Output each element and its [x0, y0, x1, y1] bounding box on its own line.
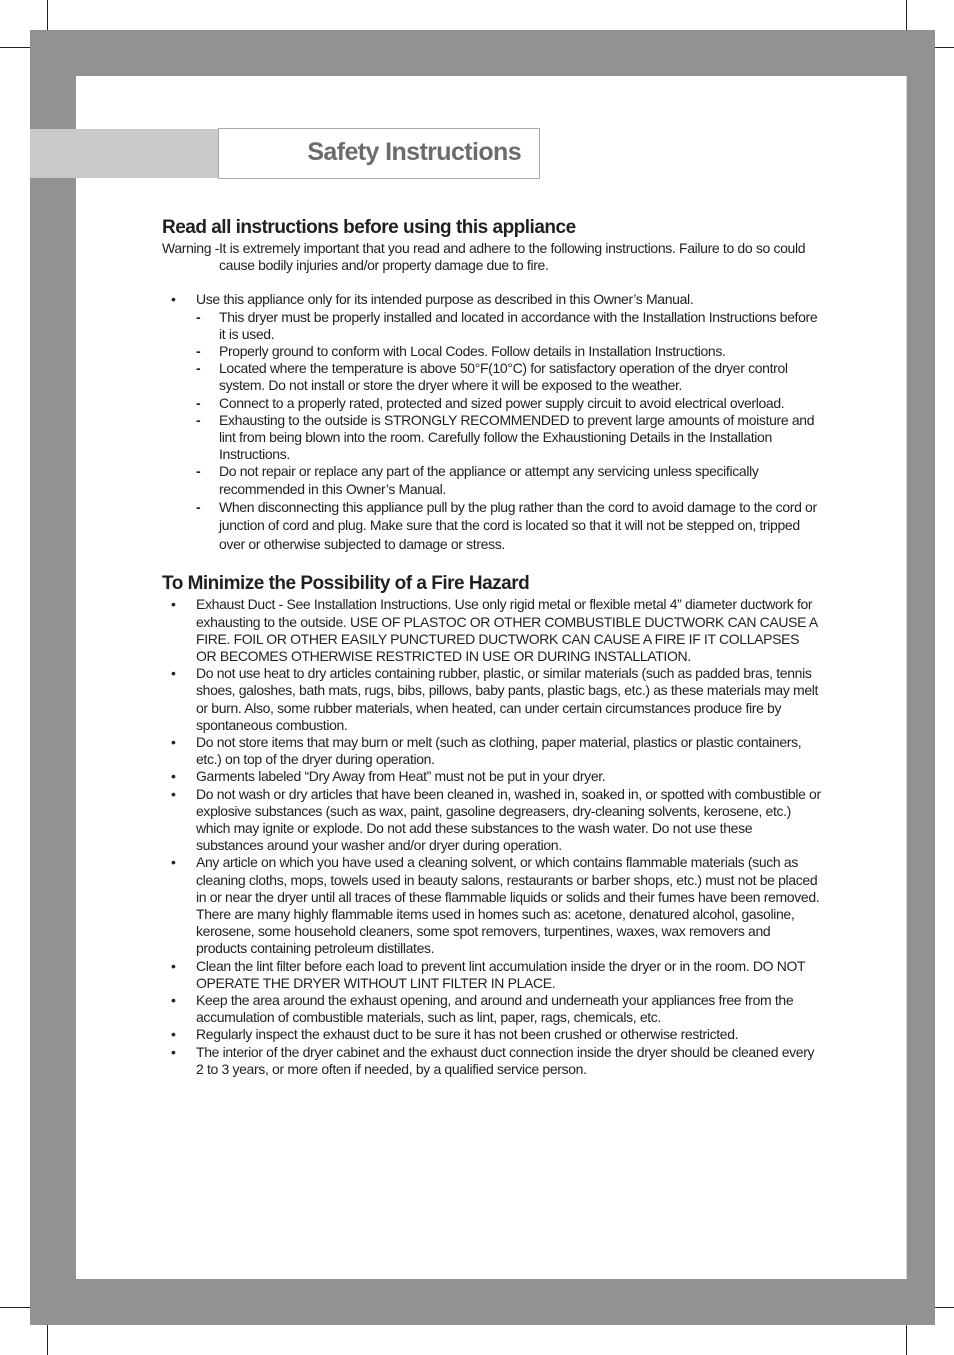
title-box [218, 128, 540, 179]
sub-list-item: - When disconnecting this appliance pull by the plug rather than the cord to avoid damage to the cord or junction of cord and plug. Make sure that the cord is located so that it will not be stepped on, tripped over or otherwise subjected to damage or stress. [162, 498, 822, 554]
page-title: Safety Instructions [307, 138, 521, 166]
section-heading: Read all instructions before using this appliance [162, 217, 576, 238]
crop-mark [0, 47, 30, 48]
bullet-list [162, 291, 822, 308]
list-item: • Any article on which you have used a cleaning solvent, or which contains flammable materials (such as cleaning cloths, mops, towels used in beauty salons, restaurants or barber shops, etc.) must not be placed in or near the dryer until all traces of these flammable liquids or solids and their fumes have been removed. There are many highly flammable items used in homes such as: acetone, denatured alcohol, gasoline, kerosene, some household cleaners, some spot removers, turpentines, waxes, wax removers and products containing petroleum distillates. [162, 854, 822, 957]
list-item: • Garments labeled “Dry Away from Heat” must not be put in your dryer. [162, 768, 822, 785]
sub-list-item: - Exhausting to the outside is STRONGLY RECOMMENDED to prevent large amounts of moisture and lint from being blown into the room. Carefully follow the Exhaustioning Details in the Installation Instructions. [162, 412, 822, 464]
crop-mark [0, 1307, 30, 1308]
sub-list-item: - Properly ground to conform with Local Codes. Follow details in Installation Instructions. [162, 343, 822, 360]
list-item: • Do not store items that may burn or melt (such as clothing, paper material, plastics or plastic containers, etc.) on top of the dryer during operation. [162, 734, 822, 768]
crop-mark [47, 1325, 48, 1355]
sub-list-item: - Connect to a properly rated, protected and sized power supply circuit to avoid electrical overload. [162, 395, 822, 412]
list-item: • Exhaust Duct - See Installation Instructions. Use only rigid metal or flexible metal 4” diameter ductwork for exhausting to the outside. USE OF PLASTOC OR OTHER COMBUSTIBLE DUCTWORK CAN CAUSE A FIRE. FOIL OR OTHER EASILY PUNCTURED DUCTWORK CAN CAUSE A FIRE IF IT COLLAPSES OR BECOMES OTHERWISE RESTRICTED IN USE OR DURING INSTALLATION. [162, 596, 822, 665]
crop-mark [906, 1325, 907, 1355]
page-content [162, 216, 822, 1078]
crop-mark [906, 0, 907, 30]
sub-list-item: - Located where the temperature is above 50°F(10°C) for satisfactory operation of the dryer control system. Do not install or store the dryer where it will be exposed to the weather. [162, 360, 822, 394]
list-item: • Do not use heat to dry articles containing rubber, plastic, or similar materials (such as padded bras, tennis shoes, galoshes, bath mats, rugs, bibs, pillows, baby pants, plastic bags, etc.) as these materials may melt or burn. Also, some rubber materials, when heated, can under certain circumstances produce fire by spontaneous combustion. [162, 665, 822, 734]
warning-label: Warning - [162, 240, 220, 256]
sub-list [162, 309, 822, 554]
section-heading: To Minimize the Possibility of a Fire Hazard [162, 573, 530, 595]
list-item: • Clean the lint filter before each load to prevent lint accumulation inside the dryer or in the room. DO NOT OPERATE THE DRYER WITHOUT LINT FILTER IN PLACE. [162, 958, 822, 992]
list-item: • The interior of the dryer cabinet and the exhaust duct connection inside the dryer should be cleaned every 2 to 3 years, or more often if needed, by a qualified service person. [162, 1044, 822, 1078]
bullet-list [162, 596, 822, 1078]
page-edge-line [906, 76, 907, 1279]
sub-list-item: - Do not repair or replace any part of the appliance or attempt any servicing unless specifically recommended in this Owner’s Manual. [162, 463, 822, 497]
list-item: • Regularly inspect the exhaust duct to be sure it has not been crushed or otherwise restricted. [162, 1026, 822, 1043]
sub-list-item: - This dryer must be properly installed and located in accordance with the Installation Instructions before it is used. [162, 309, 822, 343]
list-item: • Use this appliance only for its intended purpose as described in this Owner’s Manual. [162, 291, 822, 308]
crop-mark [47, 0, 48, 30]
warning-paragraph [162, 240, 822, 274]
list-item: • Do not wash or dry articles that have been cleaned in, washed in, soaked in, or spotted with combustible or explosive substances (such as wax, paint, gasoline degreasers, dry-cleaning solvents, kerosene, etc.) which may ignite or explode. Do not add these substances to the wash water. Do not use these substances around your washer and/or dryer during operation. [162, 786, 822, 855]
list-item: • Keep the area around the exhaust opening, and around and underneath your appliances free from the accumulation of combustible materials, such as lint, paper, rags, chemicals, etc. [162, 992, 822, 1026]
warning-text: It is extremely important that you read and adhere to the following instructions. Failure to do so could cause bodily injuries and/or property damage due to fire. [219, 240, 806, 274]
title-band [30, 129, 220, 178]
